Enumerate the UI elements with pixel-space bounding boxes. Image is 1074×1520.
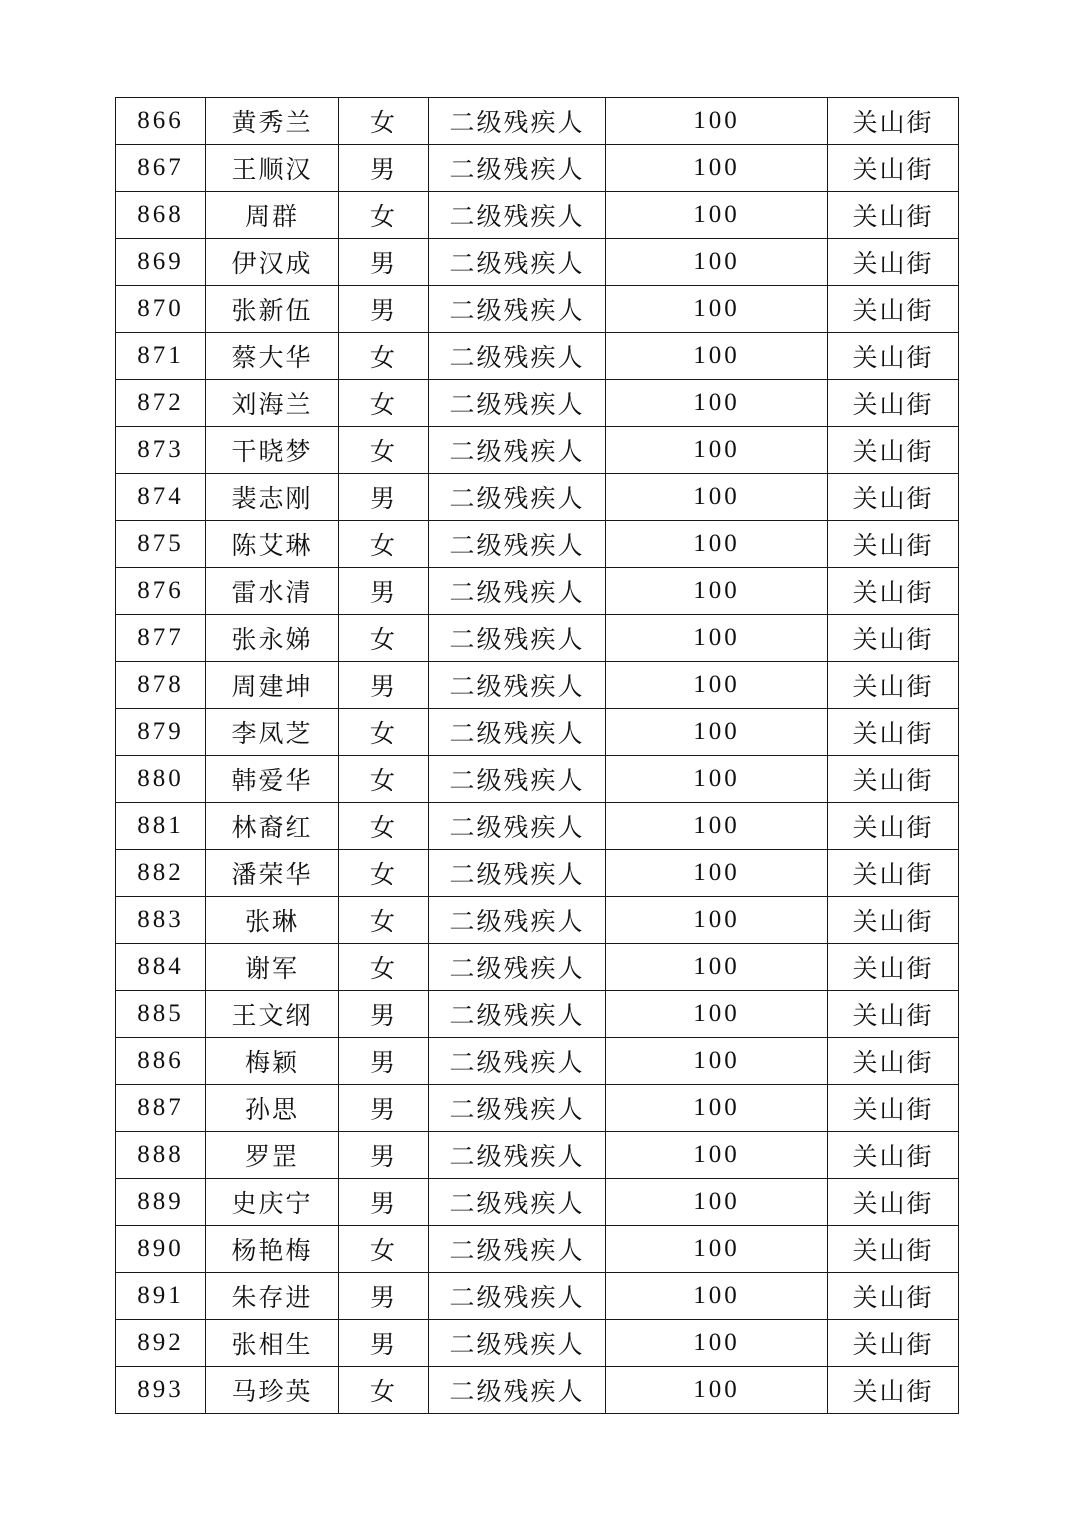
street-cell: 关山街: [828, 944, 959, 991]
disability-category-cell: 二级残疾人: [429, 1085, 606, 1132]
row-number-cell: 893: [116, 1367, 206, 1414]
street-cell: 关山街: [828, 286, 959, 333]
table-row: [116, 803, 959, 850]
row-number-cell: 870: [116, 286, 206, 333]
table-row: [116, 615, 959, 662]
amount-cell: 100: [606, 1226, 828, 1273]
gender-cell: 男: [339, 1179, 429, 1226]
roster-table: [115, 97, 959, 1414]
table-row: [116, 1179, 959, 1226]
name-cell: 伊汉成: [206, 239, 339, 286]
name-cell: 王文纲: [206, 991, 339, 1038]
table-row: [116, 709, 959, 756]
street-cell: 关山街: [828, 1367, 959, 1414]
disability-category-cell: 二级残疾人: [429, 1132, 606, 1179]
name-cell: 蔡大华: [206, 333, 339, 380]
street-cell: 关山街: [828, 427, 959, 474]
disability-category-cell: 二级残疾人: [429, 756, 606, 803]
amount-cell: 100: [606, 991, 828, 1038]
table-row: [116, 991, 959, 1038]
name-cell: 马珍英: [206, 1367, 339, 1414]
gender-cell: 男: [339, 286, 429, 333]
street-cell: 关山街: [828, 98, 959, 145]
table-row: [116, 1367, 959, 1414]
table-row: [116, 286, 959, 333]
row-number-cell: 874: [116, 474, 206, 521]
name-cell: 史庆宁: [206, 1179, 339, 1226]
gender-cell: 女: [339, 380, 429, 427]
row-number-cell: 884: [116, 944, 206, 991]
gender-cell: 男: [339, 568, 429, 615]
street-cell: 关山街: [828, 1038, 959, 1085]
gender-cell: 女: [339, 709, 429, 756]
street-cell: 关山街: [828, 1085, 959, 1132]
table-row: [116, 1226, 959, 1273]
disability-category-cell: 二级残疾人: [429, 1367, 606, 1414]
name-cell: 林裔红: [206, 803, 339, 850]
street-cell: 关山街: [828, 145, 959, 192]
amount-cell: 100: [606, 615, 828, 662]
street-cell: 关山街: [828, 662, 959, 709]
name-cell: 李凤芝: [206, 709, 339, 756]
gender-cell: 男: [339, 145, 429, 192]
gender-cell: 男: [339, 1273, 429, 1320]
amount-cell: 100: [606, 1132, 828, 1179]
gender-cell: 女: [339, 333, 429, 380]
street-cell: 关山街: [828, 1226, 959, 1273]
gender-cell: 女: [339, 192, 429, 239]
amount-cell: 100: [606, 897, 828, 944]
row-number-cell: 877: [116, 615, 206, 662]
name-cell: 梅颖: [206, 1038, 339, 1085]
name-cell: 王顺汉: [206, 145, 339, 192]
name-cell: 干晓梦: [206, 427, 339, 474]
table-row: [116, 897, 959, 944]
row-number-cell: 887: [116, 1085, 206, 1132]
street-cell: 关山街: [828, 521, 959, 568]
gender-cell: 男: [339, 239, 429, 286]
gender-cell: 女: [339, 98, 429, 145]
name-cell: 张新伍: [206, 286, 339, 333]
amount-cell: 100: [606, 568, 828, 615]
table-row: [116, 427, 959, 474]
roster-table-body: [116, 98, 959, 1414]
amount-cell: 100: [606, 1085, 828, 1132]
disability-category-cell: 二级残疾人: [429, 1038, 606, 1085]
row-number-cell: 890: [116, 1226, 206, 1273]
table-row: [116, 380, 959, 427]
table-row: [116, 192, 959, 239]
name-cell: 孙思: [206, 1085, 339, 1132]
gender-cell: 男: [339, 1132, 429, 1179]
row-number-cell: 867: [116, 145, 206, 192]
street-cell: 关山街: [828, 850, 959, 897]
amount-cell: 100: [606, 192, 828, 239]
row-number-cell: 881: [116, 803, 206, 850]
disability-category-cell: 二级残疾人: [429, 239, 606, 286]
table-row: [116, 1320, 959, 1367]
row-number-cell: 873: [116, 427, 206, 474]
name-cell: 黄秀兰: [206, 98, 339, 145]
disability-category-cell: 二级残疾人: [429, 991, 606, 1038]
gender-cell: 女: [339, 850, 429, 897]
gender-cell: 男: [339, 991, 429, 1038]
name-cell: 潘荣华: [206, 850, 339, 897]
street-cell: 关山街: [828, 897, 959, 944]
name-cell: 杨艳梅: [206, 1226, 339, 1273]
gender-cell: 女: [339, 615, 429, 662]
street-cell: 关山街: [828, 756, 959, 803]
table-row: [116, 756, 959, 803]
gender-cell: 女: [339, 1367, 429, 1414]
amount-cell: 100: [606, 1179, 828, 1226]
amount-cell: 100: [606, 662, 828, 709]
disability-category-cell: 二级残疾人: [429, 662, 606, 709]
row-number-cell: 882: [116, 850, 206, 897]
table-row: [116, 1273, 959, 1320]
disability-category-cell: 二级残疾人: [429, 803, 606, 850]
street-cell: 关山街: [828, 239, 959, 286]
disability-category-cell: 二级残疾人: [429, 192, 606, 239]
name-cell: 张琳: [206, 897, 339, 944]
gender-cell: 男: [339, 662, 429, 709]
amount-cell: 100: [606, 944, 828, 991]
amount-cell: 100: [606, 1367, 828, 1414]
street-cell: 关山街: [828, 380, 959, 427]
name-cell: 周群: [206, 192, 339, 239]
row-number-cell: 889: [116, 1179, 206, 1226]
row-number-cell: 888: [116, 1132, 206, 1179]
disability-category-cell: 二级残疾人: [429, 474, 606, 521]
name-cell: 罗罡: [206, 1132, 339, 1179]
amount-cell: 100: [606, 1273, 828, 1320]
street-cell: 关山街: [828, 568, 959, 615]
row-number-cell: 886: [116, 1038, 206, 1085]
gender-cell: 男: [339, 1085, 429, 1132]
street-cell: 关山街: [828, 615, 959, 662]
table-row: [116, 662, 959, 709]
row-number-cell: 876: [116, 568, 206, 615]
street-cell: 关山街: [828, 1179, 959, 1226]
gender-cell: 女: [339, 1226, 429, 1273]
street-cell: 关山街: [828, 991, 959, 1038]
gender-cell: 女: [339, 427, 429, 474]
amount-cell: 100: [606, 286, 828, 333]
amount-cell: 100: [606, 380, 828, 427]
row-number-cell: 892: [116, 1320, 206, 1367]
street-cell: 关山街: [828, 1132, 959, 1179]
gender-cell: 男: [339, 1038, 429, 1085]
amount-cell: 100: [606, 427, 828, 474]
street-cell: 关山街: [828, 709, 959, 756]
name-cell: 谢军: [206, 944, 339, 991]
table-row: [116, 521, 959, 568]
row-number-cell: 868: [116, 192, 206, 239]
row-number-cell: 883: [116, 897, 206, 944]
street-cell: 关山街: [828, 1273, 959, 1320]
disability-category-cell: 二级残疾人: [429, 1226, 606, 1273]
gender-cell: 男: [339, 1320, 429, 1367]
table-row: [116, 1038, 959, 1085]
table-row: [116, 568, 959, 615]
disability-category-cell: 二级残疾人: [429, 380, 606, 427]
row-number-cell: 880: [116, 756, 206, 803]
disability-category-cell: 二级残疾人: [429, 1273, 606, 1320]
name-cell: 张相生: [206, 1320, 339, 1367]
amount-cell: 100: [606, 474, 828, 521]
name-cell: 刘海兰: [206, 380, 339, 427]
disability-category-cell: 二级残疾人: [429, 615, 606, 662]
table-row: [116, 1132, 959, 1179]
amount-cell: 100: [606, 850, 828, 897]
row-number-cell: 885: [116, 991, 206, 1038]
disability-category-cell: 二级残疾人: [429, 850, 606, 897]
amount-cell: 100: [606, 756, 828, 803]
street-cell: 关山街: [828, 333, 959, 380]
table-row: [116, 98, 959, 145]
amount-cell: 100: [606, 145, 828, 192]
gender-cell: 女: [339, 803, 429, 850]
name-cell: 朱存进: [206, 1273, 339, 1320]
table-row: [116, 474, 959, 521]
disability-category-cell: 二级残疾人: [429, 944, 606, 991]
row-number-cell: 879: [116, 709, 206, 756]
name-cell: 韩爱华: [206, 756, 339, 803]
row-number-cell: 875: [116, 521, 206, 568]
gender-cell: 女: [339, 521, 429, 568]
street-cell: 关山街: [828, 803, 959, 850]
name-cell: 陈艾琳: [206, 521, 339, 568]
disability-category-cell: 二级残疾人: [429, 709, 606, 756]
amount-cell: 100: [606, 521, 828, 568]
disability-category-cell: 二级残疾人: [429, 1320, 606, 1367]
row-number-cell: 891: [116, 1273, 206, 1320]
row-number-cell: 872: [116, 380, 206, 427]
gender-cell: 女: [339, 756, 429, 803]
disability-category-cell: 二级残疾人: [429, 145, 606, 192]
disability-category-cell: 二级残疾人: [429, 897, 606, 944]
disability-category-cell: 二级残疾人: [429, 1179, 606, 1226]
disability-category-cell: 二级残疾人: [429, 427, 606, 474]
table-row: [116, 145, 959, 192]
disability-category-cell: 二级残疾人: [429, 98, 606, 145]
name-cell: 周建坤: [206, 662, 339, 709]
row-number-cell: 866: [116, 98, 206, 145]
amount-cell: 100: [606, 803, 828, 850]
amount-cell: 100: [606, 333, 828, 380]
amount-cell: 100: [606, 709, 828, 756]
street-cell: 关山街: [828, 192, 959, 239]
amount-cell: 100: [606, 239, 828, 286]
table-row: [116, 333, 959, 380]
gender-cell: 女: [339, 897, 429, 944]
gender-cell: 女: [339, 944, 429, 991]
table-row: [116, 1085, 959, 1132]
disability-category-cell: 二级残疾人: [429, 333, 606, 380]
amount-cell: 100: [606, 1320, 828, 1367]
gender-cell: 男: [339, 474, 429, 521]
row-number-cell: 878: [116, 662, 206, 709]
amount-cell: 100: [606, 1038, 828, 1085]
table-row: [116, 850, 959, 897]
row-number-cell: 871: [116, 333, 206, 380]
street-cell: 关山街: [828, 474, 959, 521]
amount-cell: 100: [606, 98, 828, 145]
table-row: [116, 239, 959, 286]
disability-category-cell: 二级残疾人: [429, 568, 606, 615]
disability-category-cell: 二级残疾人: [429, 286, 606, 333]
table-row: [116, 944, 959, 991]
disability-category-cell: 二级残疾人: [429, 521, 606, 568]
name-cell: 雷水清: [206, 568, 339, 615]
row-number-cell: 869: [116, 239, 206, 286]
street-cell: 关山街: [828, 1320, 959, 1367]
name-cell: 张永娣: [206, 615, 339, 662]
name-cell: 裴志刚: [206, 474, 339, 521]
